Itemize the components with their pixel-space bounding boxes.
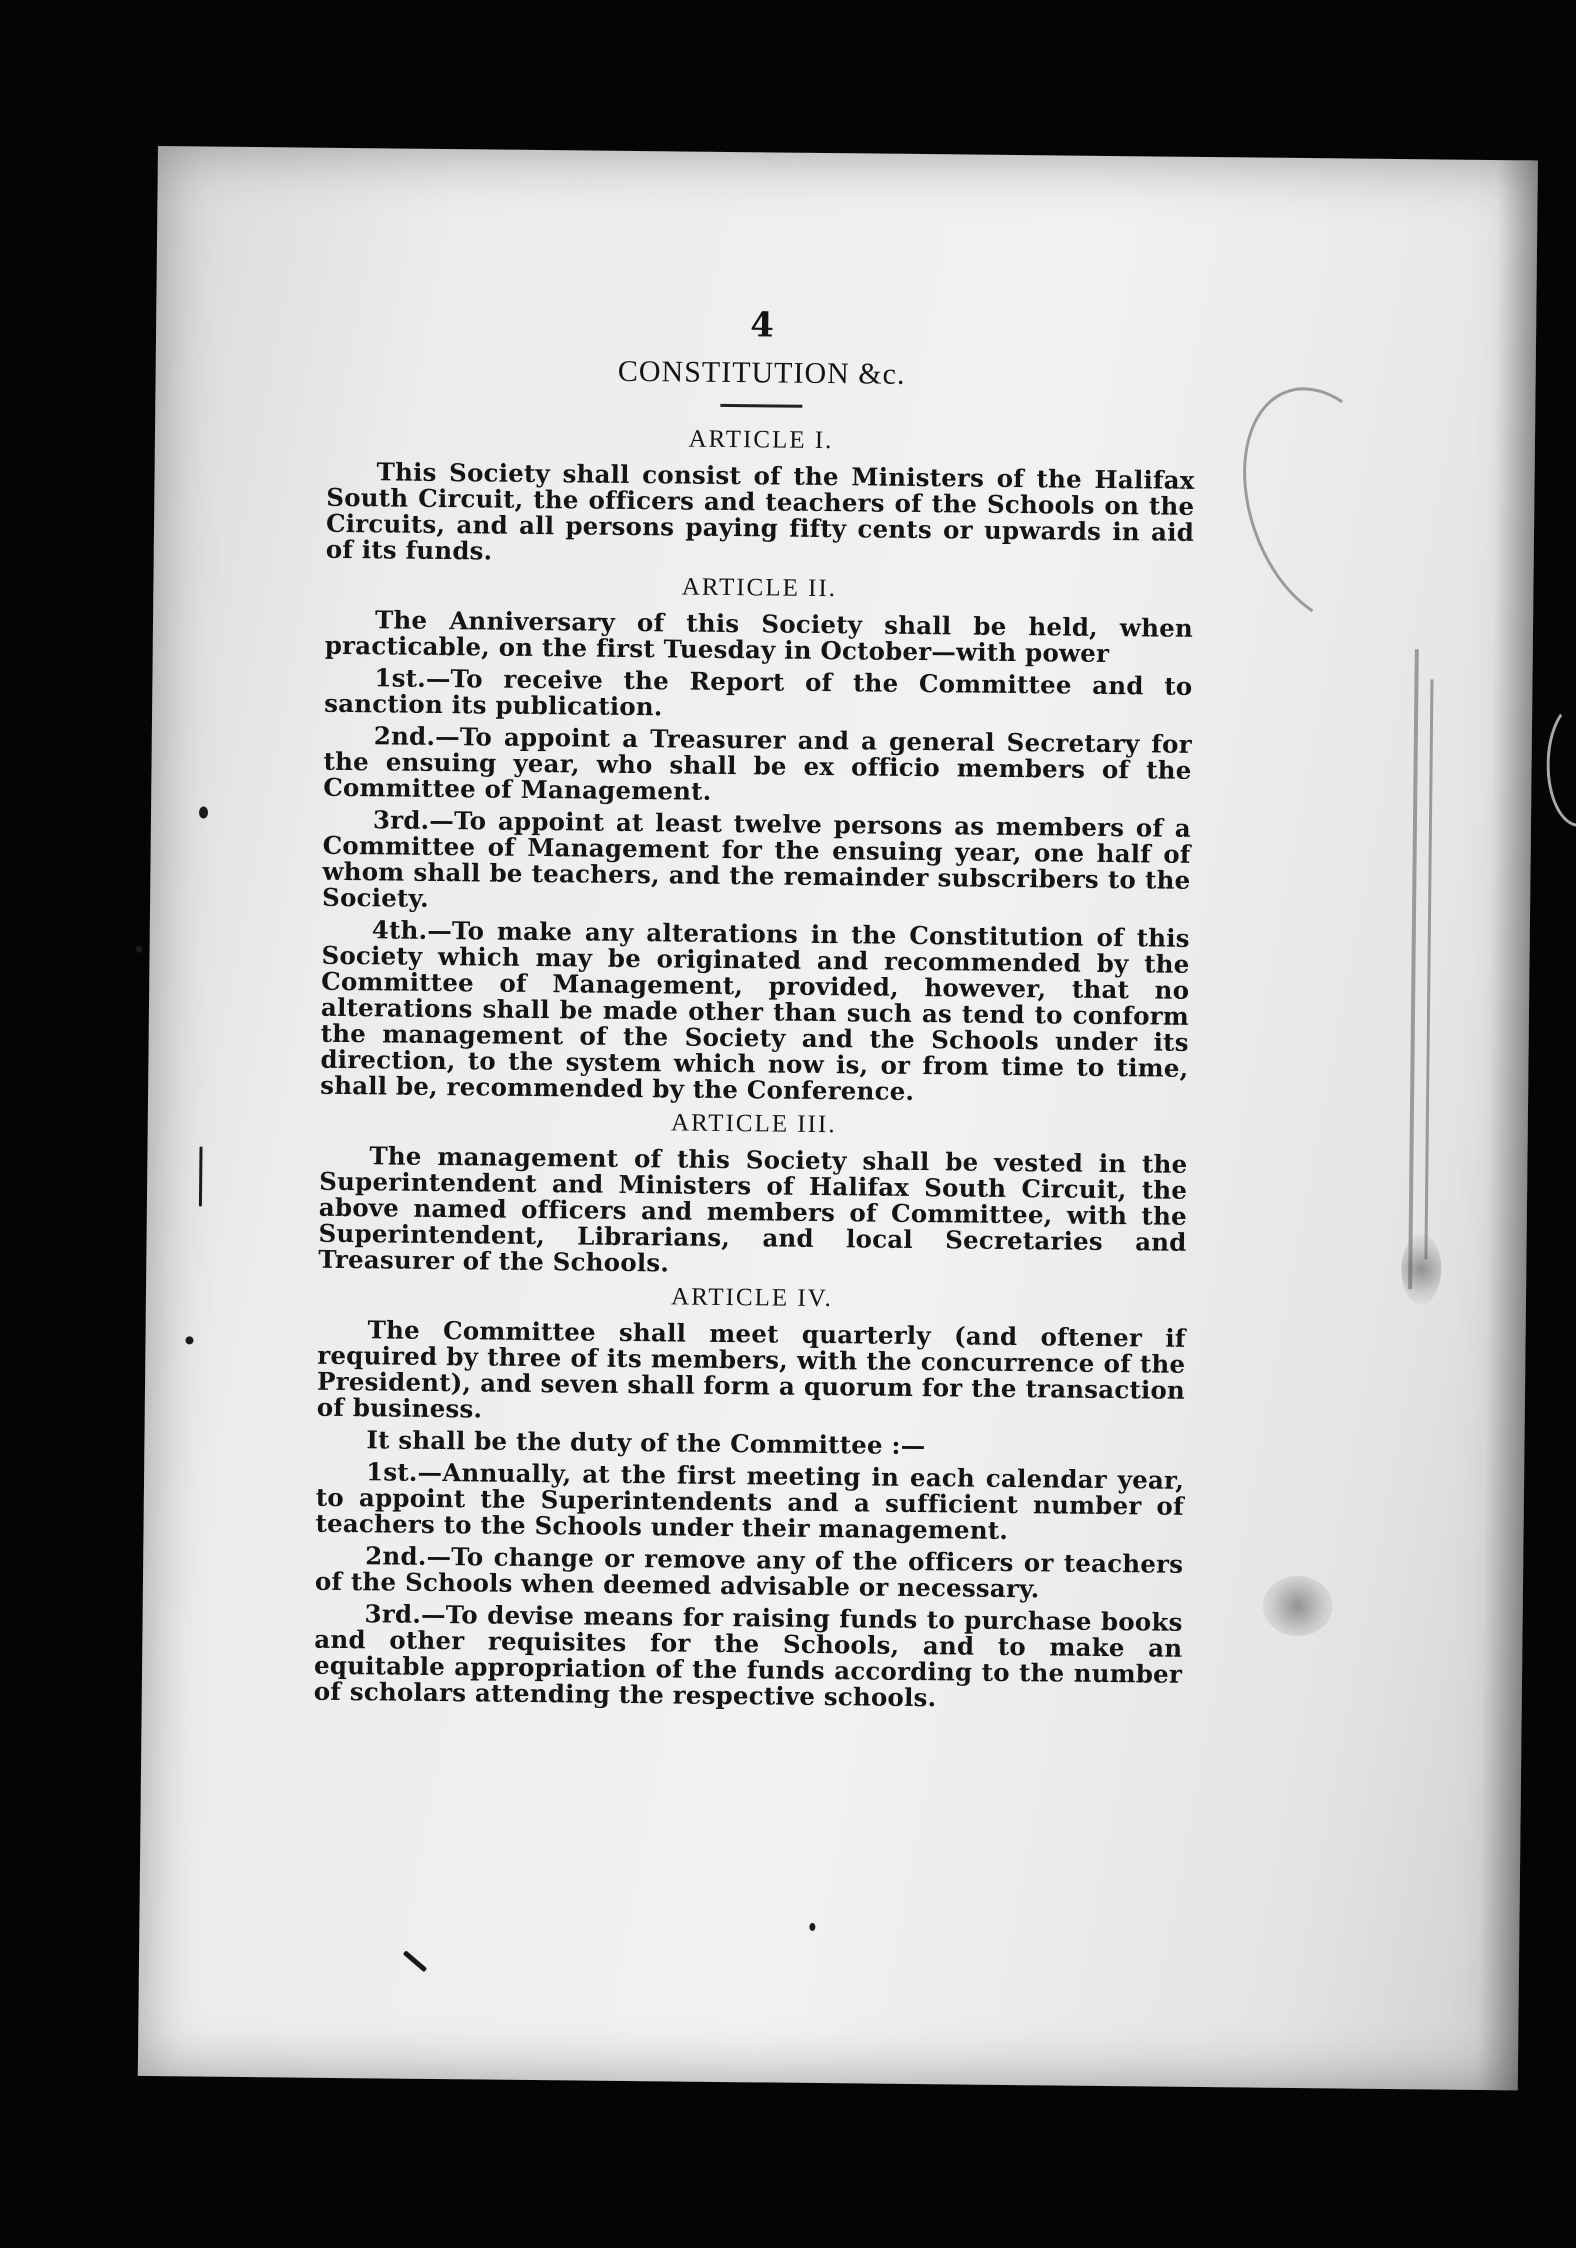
pencil-bracket-mark	[1546, 701, 1576, 828]
article-4-clause-1: 1st.—Annually, at the first meeting in each calendar year, to appoint the Superintendents and a sufficient number of teachers to the Schools under their management.	[315, 1457, 1185, 1545]
dust-speck	[403, 1950, 428, 1972]
article-2-clause-4: 4th.—To make any alterations in the Constitution of this Society which may be originated and recommended by the Committee of Management, provided, however, that no alterations shall be made other than such as tend to conform the management of the Society and the Schools under its direction, to the system which now is, or from time to time, shall be, recommended by the Conference.	[320, 915, 1190, 1106]
dust-speck	[809, 1923, 815, 1931]
article-2-clause-3: 3rd.—To appoint at least twelve persons as members of a Committee of Management for the ensuing year, one half of whom shall be teachers, and the remainder subscribers to the Society.	[321, 805, 1192, 913]
dust-speck	[199, 1146, 203, 1206]
pencil-scribble-mark	[1213, 364, 1442, 648]
article-4-paragraph: The Committee shall meet quarterly (and oftener if required by three of its members, with the concurrence of the President), and seven shall form a quorum for the transaction of business.	[316, 1315, 1186, 1424]
page-number: 4	[750, 305, 775, 346]
article-1-heading: ARTICLE I.	[688, 425, 834, 455]
ink-smudge-2	[1401, 1234, 1442, 1304]
dust-speck	[136, 946, 143, 953]
pencil-vertical-stroke	[1408, 649, 1419, 1289]
ink-smudge	[1262, 1576, 1333, 1637]
article-4-heading: ARTICLE IV.	[670, 1283, 833, 1313]
article-1-paragraph: This Society shall consist of the Ministers of the Halifax South Circuit, the officers and teachers of the Schools on the Circuits, and all persons paying fifty cents or upwards in aid of its funds.	[325, 457, 1195, 566]
article-3-heading: ARTICLE III.	[670, 1109, 837, 1139]
article-3-paragraph: The management of this Society shall be vested in the Superintendent and Ministers of Halifax South Circuit, the above named officers and members of Committee, with the Superintendent, Librarians, and local Secretaries and Treasurer of the Schools.	[318, 1141, 1188, 1278]
article-2-heading: ARTICLE II.	[681, 573, 838, 603]
article-2-clause-1: 1st.—To receive the Report of the Committee and to sanction its publication.	[324, 663, 1193, 722]
page-title: CONSTITUTION &c.	[617, 354, 906, 391]
title-divider	[720, 404, 802, 408]
article-2-paragraph: The Anniversary of this Society shall be held, when practicable, on the first Tuesday in October—with power	[324, 605, 1194, 668]
article-4-duty-intro: It shall be the duty of the Committee :—	[366, 1425, 926, 1461]
article-4-clause-3: 3rd.—To devise means for raising funds to purchase books and other requisites for the Schools, and to make an equitable appropriation of the funds according to the number of scholars attending the respective schools.	[313, 1599, 1183, 1713]
dust-speck	[199, 806, 208, 818]
pencil-vertical-stroke-2	[1424, 679, 1433, 1259]
document-body	[313, 305, 1197, 1720]
article-2-clause-2: 2nd.—To appoint a Treasurer and a general Secretary for the ensuing year, who shall be ex officio members of the Committee of Management.	[323, 721, 1192, 806]
document-sheet	[138, 146, 1538, 2090]
article-4-clause-2: 2nd.—To change or remove any of the officers or teachers of the Schools when deemed advisable or necessary.	[314, 1541, 1184, 1604]
dust-speck	[185, 1336, 193, 1344]
